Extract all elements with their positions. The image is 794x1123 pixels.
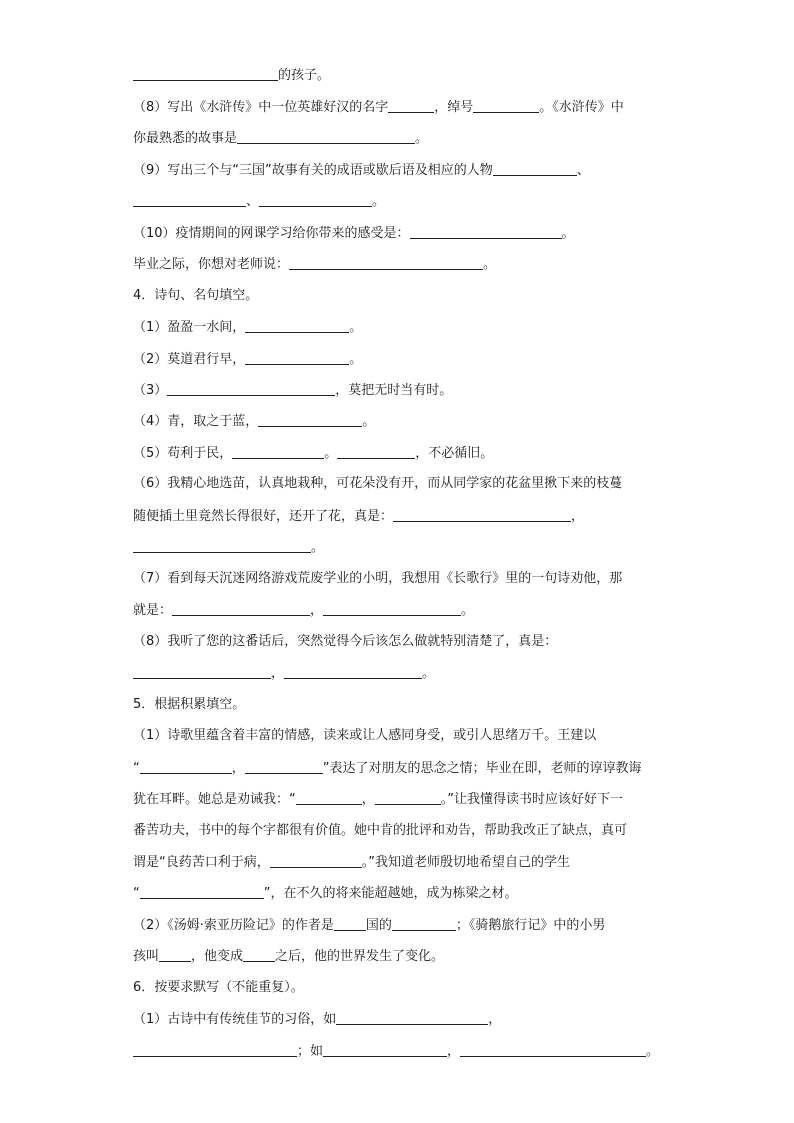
line-text: 。”让我懂得读书时应该好好下一 bbox=[440, 792, 624, 807]
line-text: （5）苟利于民， bbox=[133, 446, 233, 461]
text-line bbox=[133, 381, 452, 399]
line-text: “ bbox=[133, 761, 140, 776]
line-text: （8）写出《水浒传》中一位英雄好汉的名字 bbox=[133, 100, 389, 115]
answer-blank[interactable] bbox=[284, 664, 422, 679]
answer-blank[interactable] bbox=[245, 350, 349, 365]
line-text: ， bbox=[231, 761, 245, 776]
answer-blank[interactable] bbox=[133, 1042, 297, 1057]
text-line bbox=[133, 601, 474, 619]
answer-blank[interactable] bbox=[493, 161, 577, 176]
text-line bbox=[133, 790, 623, 808]
answer-blank[interactable] bbox=[133, 664, 271, 679]
line-text: 、 bbox=[576, 163, 590, 178]
line-text: （8）我听了您的这番话后，突然觉得今后该怎么做就特别清楚了，真是： bbox=[133, 634, 558, 649]
text-line bbox=[133, 664, 435, 682]
line-text: 。 bbox=[324, 446, 338, 461]
line-text: 。 bbox=[561, 226, 575, 241]
text-line bbox=[133, 66, 330, 84]
line-text: （1）盈盈一水间， bbox=[133, 320, 246, 335]
line-text: ，绰号 bbox=[434, 100, 474, 115]
text-line bbox=[133, 318, 362, 336]
text-line bbox=[133, 979, 304, 997]
text-line bbox=[133, 475, 622, 493]
line-text: ，他变成 bbox=[191, 949, 244, 964]
text-line bbox=[133, 1042, 659, 1060]
line-text: “ bbox=[133, 886, 140, 901]
answer-blank[interactable] bbox=[237, 129, 415, 144]
answer-blank[interactable] bbox=[393, 507, 571, 522]
line-text: 5．根据积累填空。 bbox=[133, 697, 246, 712]
text-line bbox=[133, 822, 627, 840]
answer-blank[interactable] bbox=[245, 759, 323, 774]
line-text: 。 bbox=[415, 131, 429, 146]
text-line bbox=[133, 129, 428, 147]
answer-blank[interactable] bbox=[133, 192, 246, 207]
line-text: 。 bbox=[483, 257, 497, 272]
answer-blank[interactable] bbox=[375, 790, 441, 805]
answer-blank[interactable] bbox=[296, 790, 362, 805]
line-text: （2）莫道君行早， bbox=[133, 352, 246, 367]
answer-blank[interactable] bbox=[334, 916, 366, 931]
line-text: 。 bbox=[422, 666, 436, 681]
line-text: 。《水浒传》中 bbox=[539, 100, 624, 115]
text-line bbox=[133, 1010, 501, 1028]
line-text: ，不必循旧。 bbox=[415, 446, 494, 461]
answer-blank[interactable] bbox=[336, 1010, 488, 1025]
answer-blank[interactable] bbox=[270, 853, 362, 868]
line-text: ，莫把无时当有时。 bbox=[335, 383, 453, 398]
line-text: 的孩子。 bbox=[278, 68, 331, 83]
line-text: 孩叫 bbox=[133, 949, 160, 964]
line-text: 随便插土里竟然长得很好，还开了花，真是： bbox=[133, 509, 394, 524]
line-text: 。”我知道老师殷切地希望自己的学生 bbox=[361, 855, 570, 870]
line-text: 。 bbox=[372, 194, 386, 209]
line-text: 4．诗句、名句填空。 bbox=[133, 288, 259, 303]
answer-blank[interactable] bbox=[172, 601, 310, 616]
line-text: （6）我精心地选苗，认真地栽种，可花朵没有开，而从同学家的花盆里揪下来的枝蔓 bbox=[133, 476, 623, 491]
line-text: 犹在耳畔。她总是劝诫我：“ bbox=[133, 792, 296, 807]
line-text: 。 bbox=[646, 1044, 660, 1059]
text-line bbox=[133, 947, 444, 965]
line-text: ；《骑鹅旅行记》中的小男 bbox=[455, 918, 606, 933]
answer-blank[interactable] bbox=[388, 98, 434, 113]
line-text: （1）诗歌里蕴含着丰富的情感，读来或让人感同身受，或引人思绪万千。王建以 bbox=[133, 728, 597, 743]
answer-blank[interactable] bbox=[140, 759, 232, 774]
line-text: （7）看到每天沉迷网络游戏荒废学业的小明，我想用《长歌行》里的一句诗劝他，那 bbox=[133, 571, 623, 586]
text-line bbox=[133, 224, 575, 242]
answer-blank[interactable] bbox=[473, 98, 539, 113]
text-line bbox=[133, 727, 596, 745]
line-text: 就是： bbox=[133, 603, 173, 618]
text-line bbox=[133, 570, 622, 588]
line-text: ”表达了对朋友的思念之情；毕业在即，老师的谆谆教诲 bbox=[322, 761, 642, 776]
text-line bbox=[133, 444, 493, 462]
answer-blank[interactable] bbox=[258, 412, 362, 427]
line-text: （9）写出三个与“三国”故事有关的成语或歇后语及相应的人物 bbox=[133, 163, 493, 178]
text-line bbox=[133, 853, 570, 871]
answer-blank[interactable] bbox=[245, 318, 349, 333]
answer-blank[interactable] bbox=[167, 381, 335, 396]
answer-blank[interactable] bbox=[133, 538, 311, 553]
text-line bbox=[133, 192, 385, 210]
answer-blank[interactable] bbox=[140, 884, 264, 899]
answer-blank[interactable] bbox=[410, 224, 562, 239]
line-text: 你最熟悉的故事是 bbox=[133, 131, 238, 146]
line-text: 。 bbox=[461, 603, 475, 618]
line-text: 。 bbox=[311, 540, 325, 555]
line-text: ；如 bbox=[297, 1044, 324, 1059]
text-line bbox=[133, 916, 605, 934]
line-text: 谓是“良药苦口利于病， bbox=[133, 855, 270, 870]
line-text: （10）疫情期间的网课学习给你带来的感受是： bbox=[133, 226, 410, 241]
line-text: ”，在不久的将来能超越她，成为栋梁之材。 bbox=[263, 886, 518, 901]
line-text: 。 bbox=[349, 320, 363, 335]
line-text: （3） bbox=[133, 383, 168, 398]
line-text: 、 bbox=[246, 194, 260, 209]
answer-blank[interactable] bbox=[460, 1042, 646, 1057]
line-text: （2）《汤姆·索亚历险记》的作者是 bbox=[133, 918, 334, 933]
answer-blank[interactable] bbox=[337, 444, 415, 459]
line-text: 6．按要求默写（不能重复）。 bbox=[133, 980, 304, 995]
text-line bbox=[133, 538, 324, 556]
line-text: 。 bbox=[349, 352, 363, 367]
line-text: 国的 bbox=[365, 918, 392, 933]
text-line bbox=[133, 696, 245, 714]
text-line bbox=[133, 884, 518, 902]
line-text: 之后，他的世界发生了变化。 bbox=[275, 949, 445, 964]
text-line bbox=[133, 287, 258, 305]
line-text: （1）古诗中有传统佳节的习俗，如 bbox=[133, 1012, 337, 1027]
text-line bbox=[133, 350, 362, 368]
line-text: ， bbox=[447, 1044, 461, 1059]
text-line bbox=[133, 161, 590, 179]
line-text: 。 bbox=[362, 414, 376, 429]
text-line bbox=[133, 412, 375, 430]
line-text: （4）青，取之于蓝， bbox=[133, 414, 259, 429]
answer-blank[interactable] bbox=[289, 255, 483, 270]
answer-blank[interactable] bbox=[159, 947, 191, 962]
text-line bbox=[133, 98, 624, 116]
answer-blank[interactable] bbox=[392, 916, 456, 931]
line-text: 毕业之际，你想对老师说： bbox=[133, 257, 290, 272]
answer-blank[interactable] bbox=[232, 444, 324, 459]
answer-blank[interactable] bbox=[323, 601, 461, 616]
text-line bbox=[133, 255, 496, 273]
answer-blank[interactable] bbox=[133, 66, 278, 81]
line-text: ， bbox=[361, 792, 375, 807]
line-text: 番苦功夫，书中的每个字都很有价值。她中肯的批评和劝告，帮助我改正了缺点，真可 bbox=[133, 823, 628, 838]
text-line bbox=[133, 507, 584, 525]
answer-blank[interactable] bbox=[259, 192, 372, 207]
line-text: ， bbox=[310, 603, 324, 618]
text-line bbox=[133, 759, 642, 777]
line-text: ， bbox=[488, 1012, 502, 1027]
text-line bbox=[133, 633, 557, 651]
line-text: ， bbox=[271, 666, 285, 681]
line-text: ， bbox=[571, 509, 585, 524]
answer-blank[interactable] bbox=[243, 947, 275, 962]
answer-blank[interactable] bbox=[323, 1042, 447, 1057]
